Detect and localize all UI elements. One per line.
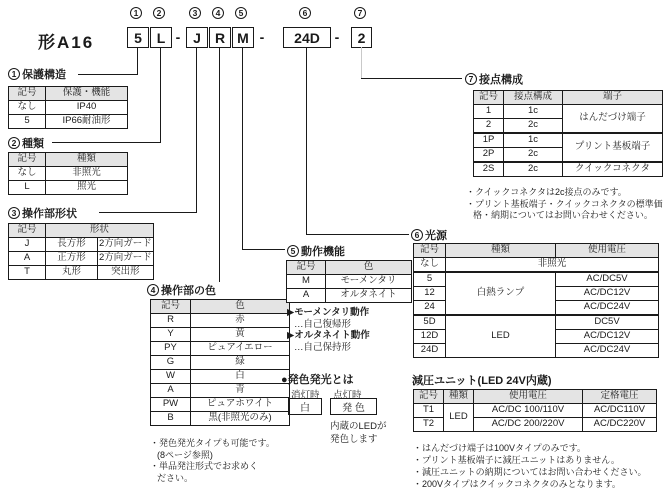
- table-row: PY ピュアイエロー: [151, 342, 290, 356]
- table-row: 12D AC/DC12V: [414, 330, 659, 344]
- note-line: ・はんだづけ端子は100Vタイプのみです。: [413, 443, 586, 453]
- section-title-text: 接点構成: [479, 74, 523, 86]
- off-state-box: 白: [288, 398, 322, 415]
- table-row: 24 AC/DC24V: [414, 301, 659, 316]
- connector-line-5: [242, 47, 243, 250]
- table-row: 2P 2c: [474, 148, 663, 163]
- table-header-row: 記号 接点構成 端子: [474, 91, 663, 105]
- connector-line-2: [52, 142, 161, 143]
- luminous-title: ●発色発光とは: [281, 374, 354, 386]
- table-header-row: 記号 保護・機能: [9, 87, 128, 101]
- section-title-text: 動作機能: [301, 246, 345, 258]
- connector-line-6: [306, 234, 409, 235]
- connector-line-2: [160, 47, 161, 143]
- code-segment-4: R: [209, 27, 231, 48]
- note-line: ▶モーメンタリ動作: [287, 307, 370, 318]
- table-row: L 照光: [9, 181, 128, 195]
- table-header-row: 記号 色: [287, 261, 412, 275]
- circle-1-icon: 1: [8, 68, 20, 80]
- note-line: ・プリント基板端子・クイックコネクタの標準価: [466, 198, 663, 209]
- table-row: なし IP40: [9, 101, 128, 115]
- table-row: 5 IP66耐油形: [9, 115, 128, 129]
- code-segment-2: L: [150, 27, 172, 48]
- color-notes: [150, 438, 275, 484]
- code-dash: -: [175, 28, 181, 45]
- table-row: G 緑: [151, 356, 290, 370]
- connector-line-6: [306, 47, 307, 235]
- circle-7-icon: 7: [354, 7, 366, 19]
- circle-3-icon: 3: [189, 7, 201, 19]
- circle-2-icon: 2: [153, 7, 165, 19]
- section-light-title: [411, 227, 447, 243]
- model-prefix: 形A16: [38, 33, 95, 52]
- table-header-row: 記号 色: [151, 300, 290, 314]
- section-title-text: 操作部の色: [161, 285, 216, 297]
- note-line: (8ページ参照): [157, 449, 213, 460]
- section-title-text: 光源: [425, 230, 447, 242]
- circle-5-icon: 5: [235, 7, 247, 19]
- table-row: J 長方形 2方向ガード: [9, 238, 154, 252]
- shape-table: [8, 223, 154, 280]
- section-color-title: [147, 282, 216, 298]
- table-header-row: 記号 種類 使用電圧 定格電圧: [414, 390, 657, 404]
- circle-6-icon: 6: [411, 229, 423, 241]
- table-row: なし 非照光: [414, 258, 659, 273]
- circle-4-icon: 4: [212, 7, 224, 19]
- type-table: [8, 152, 128, 195]
- note-line: ・単品発注形式でお求めく: [150, 461, 259, 471]
- action-notes: [287, 307, 370, 353]
- note-line: 格・納期についてはお問い合わせください。: [473, 210, 653, 220]
- table-row: なし 非照光: [9, 167, 128, 181]
- table-row: T2 AC/DC 200/220V AC/DC220V: [414, 418, 657, 432]
- reduction-unit-title: 減圧ユニット(LED 24V内蔵): [412, 375, 552, 387]
- on-state-box: 発 色: [330, 398, 377, 415]
- note-line: ▶オルタネイト動作: [287, 330, 370, 341]
- section-protection-title: [8, 66, 66, 82]
- note-line: ・クイックコネクタは2c接点のみです。: [466, 187, 627, 197]
- circle-6-icon: 6: [299, 7, 311, 19]
- table-row: 5D LED DC5V: [414, 315, 659, 330]
- connector-line-1: [137, 47, 138, 75]
- table-row: B 黒(非照光のみ): [151, 412, 290, 426]
- table-row: 2 2c: [474, 119, 663, 134]
- connector-line-5: [242, 249, 285, 250]
- table-row: T 丸形 突出形: [9, 266, 154, 280]
- code-segment-6: 24D: [283, 27, 331, 48]
- luminous-desc-line: 発色します: [330, 434, 378, 445]
- connector-line-3: [196, 47, 197, 213]
- luminous-desc-line: 内蔵のLEDが: [330, 421, 387, 432]
- on-state-label: 点灯時: [333, 390, 362, 401]
- contact-notes: [466, 187, 663, 222]
- table-row: W 白: [151, 370, 290, 384]
- circle-1-icon: 1: [130, 7, 142, 19]
- code-segment-5: M: [232, 27, 254, 48]
- off-state-label: 消灯時: [291, 390, 320, 401]
- reduction-unit-table: [413, 389, 657, 432]
- table-row: Y 黄: [151, 328, 290, 342]
- circle-2-icon: 2: [8, 137, 20, 149]
- color-table: [150, 299, 290, 426]
- circle-3-icon: 3: [8, 207, 20, 219]
- table-row: 5 白熱ランプ AC/DC5V: [414, 272, 659, 287]
- table-row: R 赤: [151, 314, 290, 328]
- section-title-text: 操作部形状: [22, 208, 77, 220]
- connector-line-1: [78, 74, 138, 75]
- code-segment-7: 2: [351, 27, 372, 48]
- light-source-table: [413, 243, 659, 358]
- contact-table: [473, 90, 663, 177]
- code-dash: -: [334, 28, 340, 45]
- section-type-title: [8, 135, 44, 151]
- note-line: ・200Vタイプはクイックコネクタのみとなります。: [413, 479, 621, 489]
- note-line: ださい。: [157, 472, 194, 483]
- table-row: 1P 1c プリント基板端子: [474, 133, 663, 148]
- section-action-title: [287, 243, 345, 259]
- circle-7-icon: 7: [465, 73, 477, 85]
- table-row: 2S 2c クイックコネクタ: [474, 162, 663, 177]
- protection-table: [8, 86, 128, 129]
- connector-line-7: [361, 47, 362, 79]
- table-header-row: 記号 種類 使用電圧: [414, 244, 659, 258]
- table-row: 1 1c はんだづけ端子: [474, 105, 663, 119]
- table-row: PW ピュアホワイト: [151, 398, 290, 412]
- code-dash: -: [259, 28, 265, 45]
- table-row: A 正方形 2方向ガード: [9, 252, 154, 266]
- note-line: ・発色発光タイプも可能です。: [150, 438, 275, 448]
- connector-line-3: [99, 212, 197, 213]
- note-line: ・減圧ユニットの納期についてはお問い合わせください。: [413, 467, 647, 477]
- table-row: 12 AC/DC12V: [414, 287, 659, 301]
- connector-line-7: [361, 78, 462, 79]
- connector-line-4: [219, 47, 220, 282]
- note-line: ・プリント基板端子に減圧ユニットはありません。: [413, 455, 620, 465]
- code-segment-3: J: [186, 27, 208, 48]
- reduction-unit-notes: [413, 442, 646, 490]
- table-row: T1 LED AC/DC 100/110V AC/DC110V: [414, 404, 657, 418]
- table-header-row: 記号 形状: [9, 224, 154, 238]
- code-segment-1: 5: [127, 27, 149, 48]
- note-line: …自己復帰形: [294, 318, 352, 330]
- note-line: …自己保持形: [294, 341, 352, 353]
- section-shape-title: [8, 205, 77, 221]
- table-row: A 青: [151, 384, 290, 398]
- section-title-text: 種類: [22, 138, 44, 150]
- table-header-row: 記号 種類: [9, 153, 128, 167]
- circle-5-icon: 5: [287, 245, 299, 257]
- table-row: 24D AC/DC24V: [414, 344, 659, 358]
- table-row: M モーメンタリ: [287, 275, 412, 289]
- section-contact-title: [465, 71, 523, 87]
- action-table: [286, 260, 412, 303]
- circle-4-icon: 4: [147, 284, 159, 296]
- table-row: A オルタネイト: [287, 289, 412, 303]
- section-title-text: 保護構造: [22, 69, 66, 81]
